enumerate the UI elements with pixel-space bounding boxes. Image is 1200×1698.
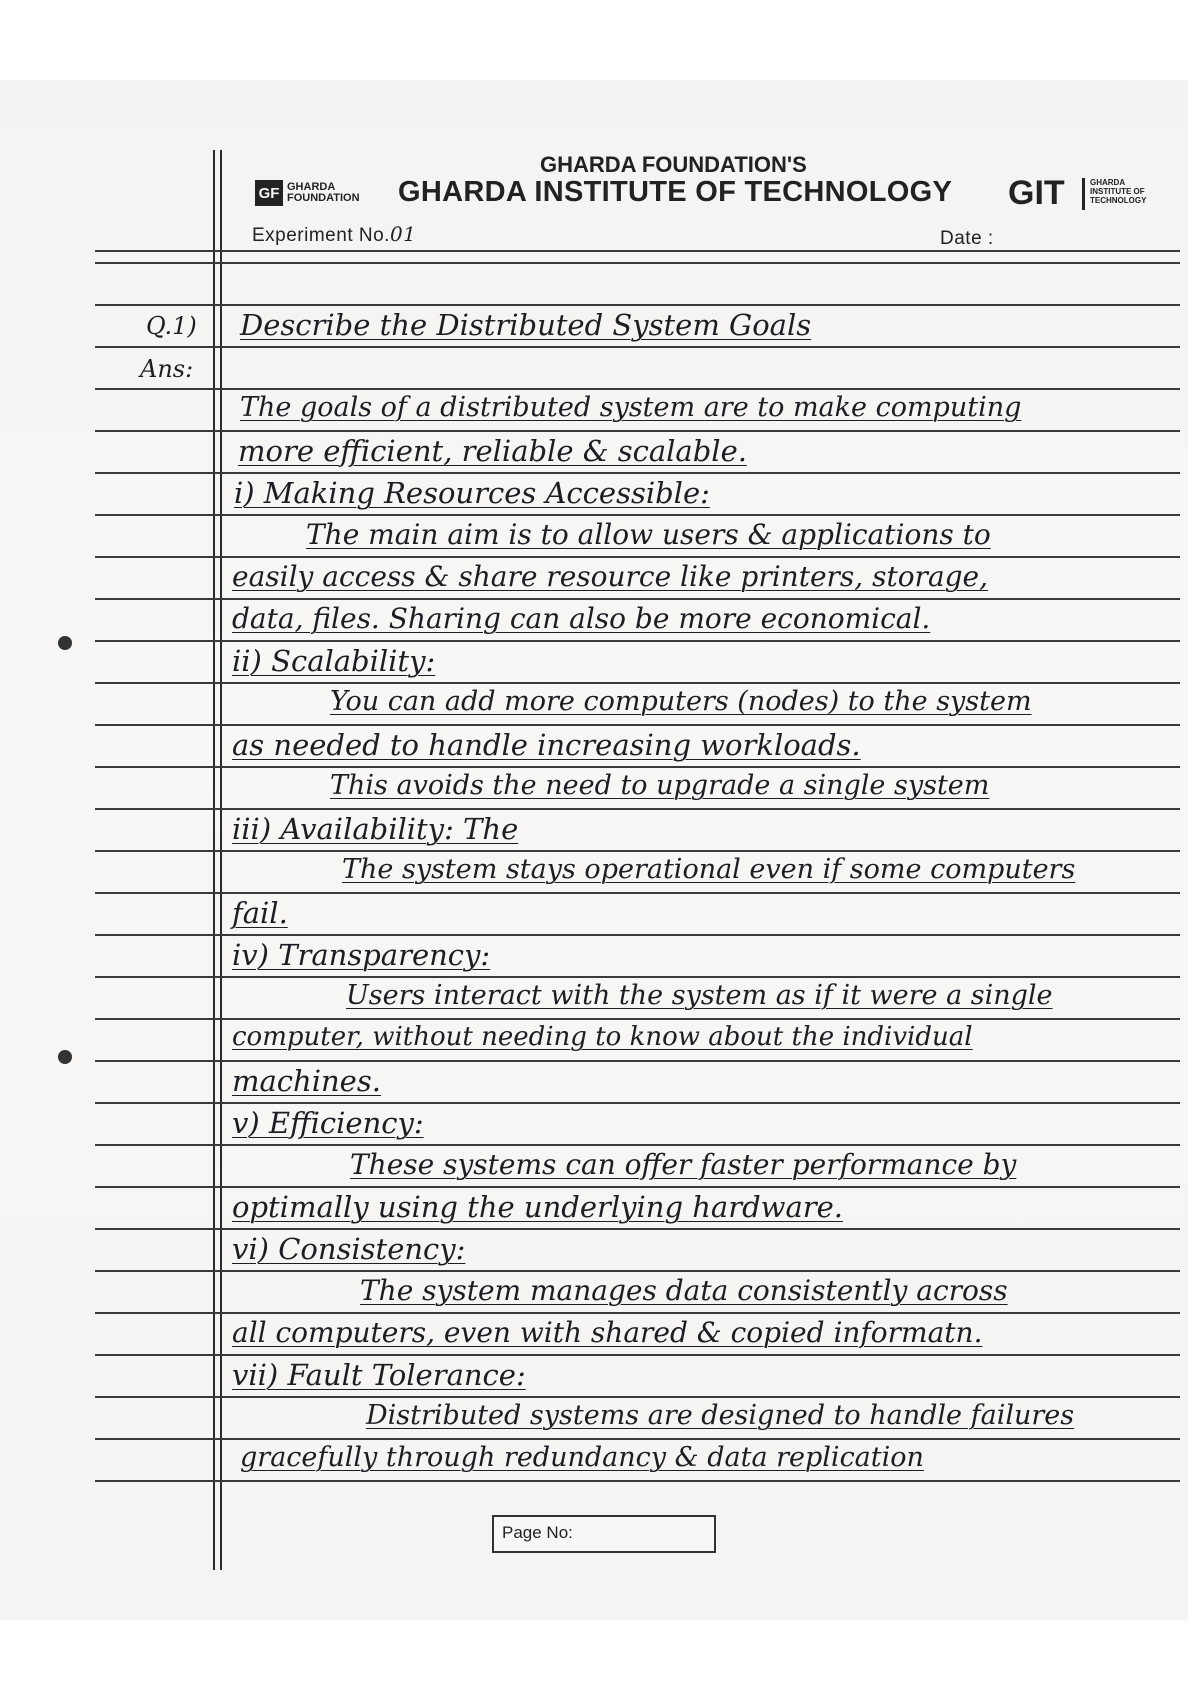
handwritten-line: The system stays operational even if some computers (342, 854, 1076, 885)
ruled-line (95, 1018, 1180, 1020)
question-number: Q.1) (146, 312, 197, 340)
handwritten-line: This avoids the need to upgrade a single system (330, 770, 990, 801)
question-text: Describe the Distributed System Goals (240, 308, 812, 342)
git-logo-small-text (1090, 178, 1146, 205)
section-heading: ii) Scalability: (232, 644, 436, 678)
git-small-line1: GHARDA (1090, 178, 1126, 187)
handwritten-line: gracefully through redundancy & data replication (240, 1442, 924, 1473)
logo-text (287, 182, 360, 204)
ruled-line (95, 1396, 1180, 1398)
handwritten-line: The system manages data consistently across (360, 1274, 1008, 1307)
punch-hole-mark (58, 636, 72, 650)
section-heading: v) Efficiency: (232, 1106, 424, 1140)
section-heading: i) Making Resources Accessible: (234, 476, 710, 510)
ruled-line (95, 388, 1180, 390)
ruled-line (95, 1438, 1180, 1440)
ruled-line (95, 1144, 1180, 1146)
experiment-number: 01 (389, 222, 417, 246)
ruled-line (95, 556, 1180, 558)
handwritten-line: fail. (232, 896, 288, 930)
ruled-line (95, 304, 1180, 306)
ruled-line (95, 808, 1180, 810)
ruled-line (95, 724, 1180, 726)
logo-text-line2: FOUNDATION (287, 192, 360, 204)
ruled-line (95, 892, 1180, 894)
handwritten-line: The main aim is to allow users & applications to (306, 518, 991, 551)
gharda-foundation-logo (255, 180, 360, 206)
margin-line-right (220, 150, 222, 1570)
logo-text-line1: GHARDA (287, 181, 336, 193)
header-rule-1 (95, 250, 1180, 252)
ruled-line (95, 934, 1180, 936)
ruled-line (95, 598, 1180, 600)
section-heading: iii) Availability: The (232, 812, 519, 846)
page-number-label: Page No: (502, 1523, 573, 1542)
git-small-line2: INSTITUTE OF (1090, 187, 1145, 196)
margin-line-left (213, 150, 215, 1570)
ruled-line (95, 514, 1180, 516)
ruled-line (95, 976, 1180, 978)
handwritten-line: The goals of a distributed system are to make computing (240, 392, 1022, 423)
foundation-title: GHARDA FOUNDATION'S (540, 152, 807, 177)
date-label: Date : (940, 228, 994, 249)
handwritten-line: Users interact with the system as if it were a single (346, 980, 1053, 1011)
handwritten-line: more efficient, reliable & scalable. (238, 434, 747, 468)
institute-title: GHARDA INSTITUTE OF TECHNOLOGY (398, 176, 953, 208)
ruled-line (95, 1102, 1180, 1104)
ruled-line (95, 1270, 1180, 1272)
ruled-line (95, 1354, 1180, 1356)
handwritten-line: These systems can offer faster performance by (350, 1148, 1017, 1181)
punch-hole-mark (58, 1050, 72, 1064)
logo-mark: GF (255, 180, 283, 206)
ruled-line (95, 850, 1180, 852)
ruled-line (95, 1480, 1180, 1482)
experiment-label-text: Experiment No. (252, 225, 390, 246)
git-logo: GIT (1008, 174, 1065, 212)
header-rule-2 (95, 262, 1180, 264)
page-number-box (492, 1515, 716, 1553)
ruled-line (95, 640, 1180, 642)
ruled-line (95, 1186, 1180, 1188)
ruled-line (95, 472, 1180, 474)
ruled-line (95, 766, 1180, 768)
answer-label: Ans: (140, 355, 194, 383)
section-heading: iv) Transparency: (232, 938, 491, 972)
handwritten-line: data, files. Sharing can also be more economical. (232, 602, 931, 635)
handwritten-line: computer, without needing to know about the individual (232, 1022, 973, 1052)
ruled-line (95, 682, 1180, 684)
section-heading: vii) Fault Tolerance: (232, 1358, 526, 1392)
git-logo-separator (1082, 178, 1085, 210)
experiment-label (252, 222, 416, 247)
handwritten-line: Distributed systems are designed to handle failures (366, 1400, 1075, 1431)
handwritten-line: as needed to handle increasing workloads. (232, 728, 861, 762)
git-small-line3: TECHNOLOGY (1090, 196, 1147, 205)
ruled-line (95, 1312, 1180, 1314)
handwritten-line: You can add more computers (nodes) to the system (330, 686, 1032, 717)
ruled-line (95, 430, 1180, 432)
handwritten-line: optimally using the underlying hardware. (232, 1190, 843, 1224)
ruled-line (95, 1060, 1180, 1062)
handwritten-line: machines. (232, 1064, 381, 1098)
section-heading: vi) Consistency: (232, 1232, 466, 1266)
handwritten-line: easily access & share resource like printers, storage, (232, 560, 989, 593)
ruled-line (95, 1228, 1180, 1230)
handwritten-line: all computers, even with shared & copied informatn. (232, 1316, 983, 1349)
ruled-line (95, 346, 1180, 348)
